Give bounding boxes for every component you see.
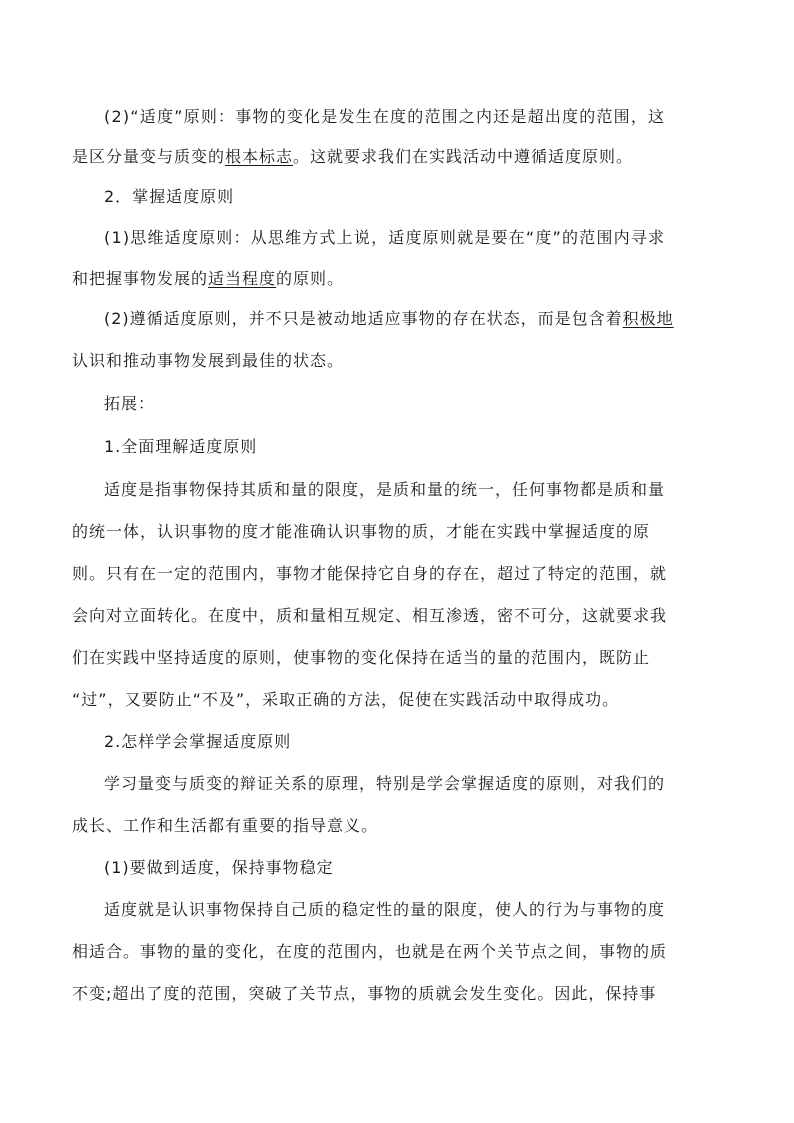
paragraph-line: 会向对立面转化。在度中，质和量相互规定、相互渗透，密不可分，这就要求我	[72, 606, 668, 625]
paragraph-line: “过”，又要防止“不及”，采取正确的方法，促使在实践活动中取得成功。	[72, 690, 620, 709]
paragraph-line: 们在实践中坚持适度的原则，使事物的变化保持在适当的量的范围内，既防止	[72, 648, 651, 667]
subsection-heading: 1.全面理解适度原则	[104, 437, 258, 456]
paragraph-line: (2)“适度”原则：事物的变化是发生在度的范围之内还是超出度的范围，这	[104, 107, 666, 126]
paragraph-line: 成长、工作和生活都有重要的指导意义。	[72, 816, 379, 835]
underlined-term: 适当程度	[208, 269, 277, 288]
text-run: (2)遵循适度原则，并不只是被动地适应事物的存在状态，而是包含着	[104, 309, 623, 328]
paragraph-line	[72, 146, 633, 168]
paragraph-line: 的统一体，认识事物的度才能准确认识事物的质，才能在实践中掌握适度的原	[72, 522, 651, 541]
paragraph-line: 学习量变与质变的辩证关系的原理，特别是学会掌握适度的原则，对我们的	[104, 774, 666, 793]
section-label: 拓展：	[104, 394, 156, 413]
section-heading: 2．掌握适度原则	[104, 187, 235, 206]
text-run: 是区分量变与质变的	[72, 147, 226, 166]
paragraph-line: 适度是指事物保持其质和量的限度，是质和量的统一，任何事物都是质和量	[104, 480, 666, 499]
paragraph-line: 认识和推动事物发展到最佳的状态。	[72, 351, 345, 370]
paragraph-line	[72, 268, 344, 290]
paragraph-line: 适度就是认识事物保持自己质的稳定性的量的限度，使人的行为与事物的度	[104, 900, 666, 919]
underlined-term: 根本标志	[225, 147, 294, 166]
paragraph-line	[104, 308, 674, 330]
underlined-term: 积极地	[622, 309, 674, 328]
text-run: 。这就要求我们在实践活动中遵循适度原则。	[293, 147, 634, 166]
text-run: 的原则。	[276, 269, 345, 288]
paragraph-line: (1)思维适度原则：从思维方式上说，适度原则就是要在“度”的范围内寻求	[104, 228, 666, 247]
subsection-heading: (1)要做到适度，保持事物稳定	[104, 858, 334, 877]
paragraph-line: 相适合。事物的量的变化，在度的范围内，也就是在两个关节点之间，事物的质	[72, 942, 668, 961]
paragraph-line: 不变;超出了度的范围，突破了关节点，事物的质就会发生变化。因此，保持事	[72, 984, 657, 1003]
subsection-heading: 2.怎样学会掌握适度原则	[104, 732, 292, 751]
text-run: 和把握事物发展的	[72, 269, 209, 288]
paragraph-line: 则。只有在一定的范围内，事物才能保持它自身的存在，超过了特定的范围，就	[72, 564, 668, 583]
